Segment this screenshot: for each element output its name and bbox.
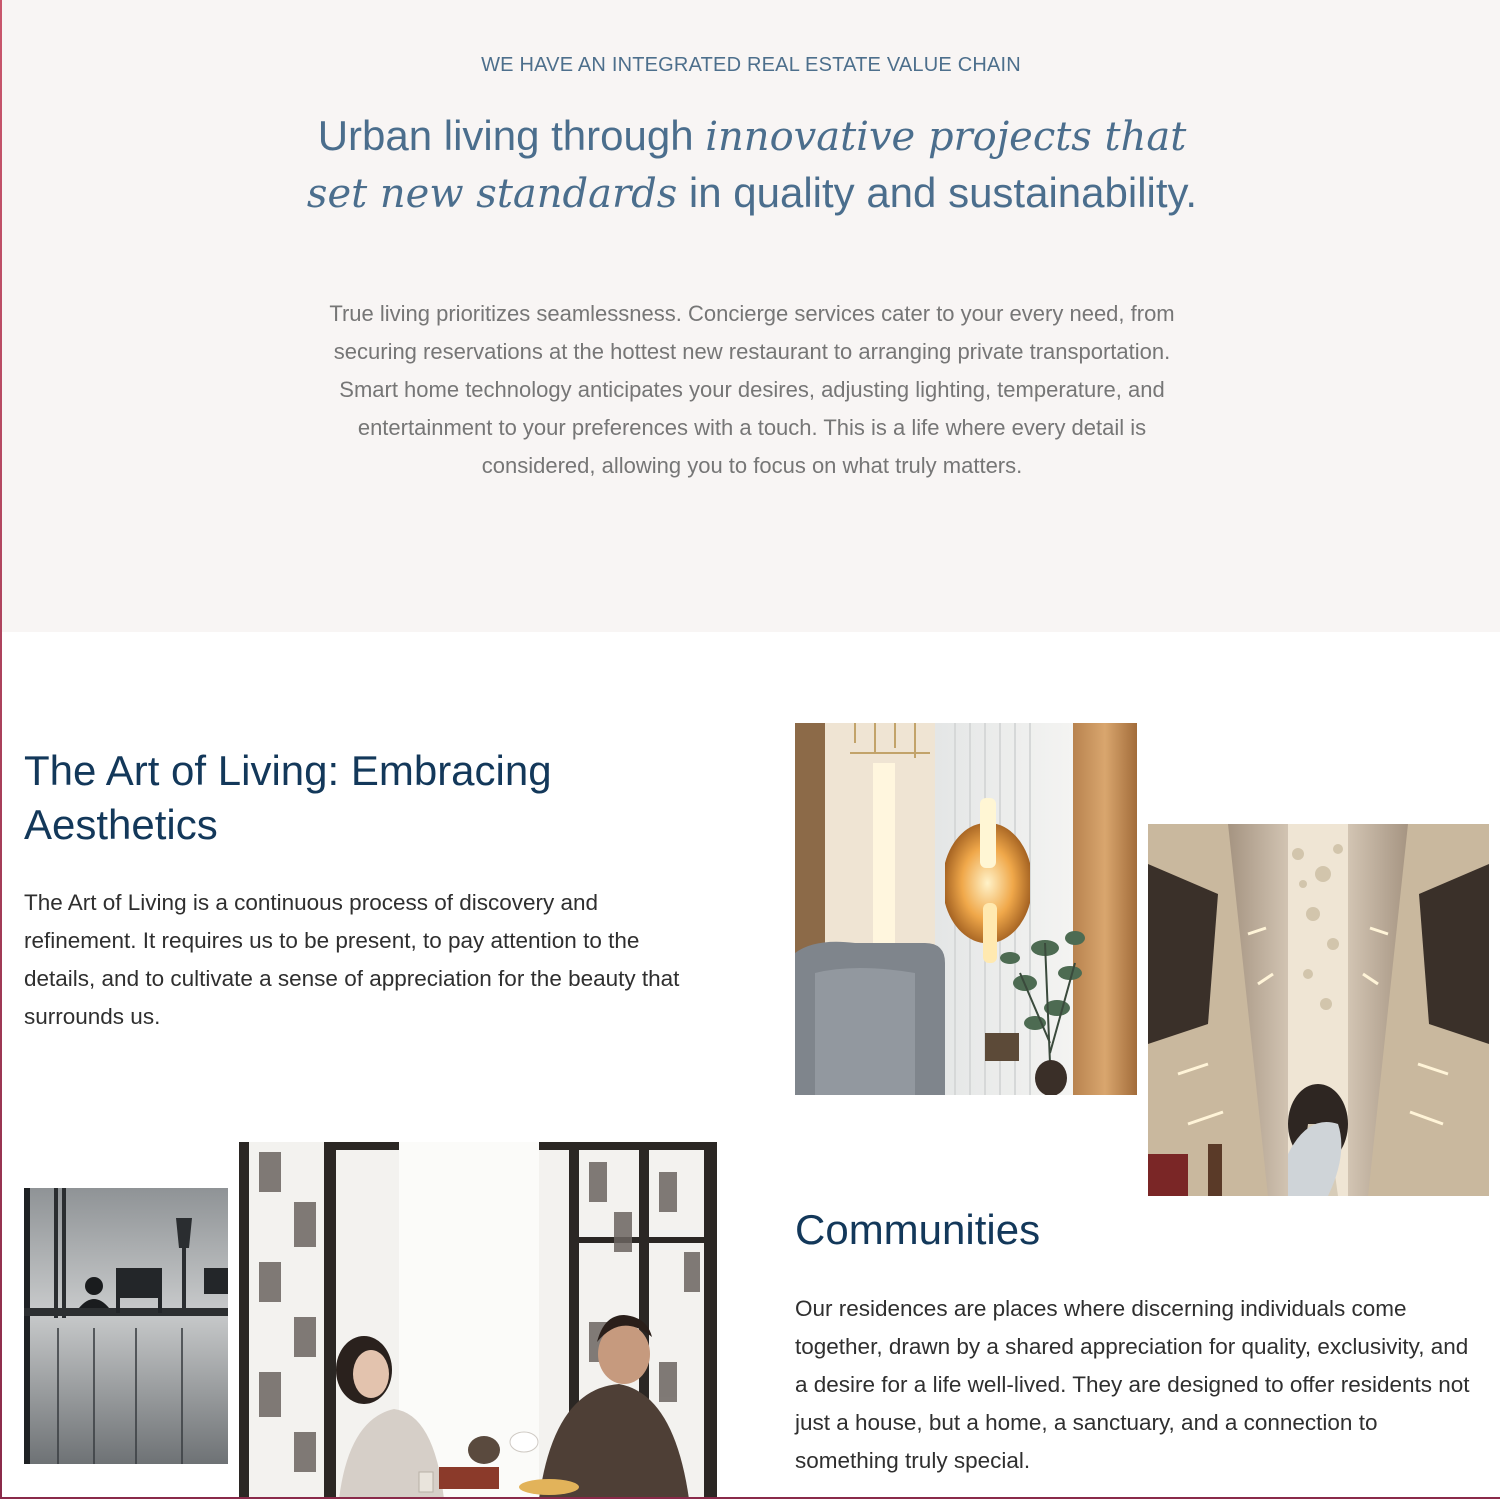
headline-text-1: Urban living through (317, 112, 706, 159)
interior-lamp-image (795, 723, 1137, 1095)
headline-italic: innovative projects that set new standards (306, 114, 1187, 217)
infinity-pool-image (24, 1188, 228, 1464)
communities-title: Communities (795, 1206, 1041, 1253)
atrium-lobby-image (1148, 824, 1489, 1196)
art-of-living-text: The Art of Living is a continuous process of discovery and refinement. It requires us to be present, to pay attention to the details, and to cultivate a sense of appreciation for the beauty that surrounds us. (24, 890, 680, 1029)
hero-headline (302, 108, 1202, 222)
art-of-living-title: The Art of Living: Embracing Aesthetics (24, 747, 552, 848)
hero-section (2, 0, 1500, 632)
communities-text: Our residences are places where discerning individuals come together, drawn by a shared appreciation for quality, exclusivity, and a desire for a life well-lived. They are designed to offer residents not just a house, but a home, a sanctuary, and a connection to something truly special. (795, 1296, 1470, 1473)
hero-eyebrow: WE HAVE AN INTEGRATED REAL ESTATE VALUE CHAIN (481, 54, 1021, 76)
hero-intro: True living prioritizes seamlessness. Concierge services cater to your every need, from securing reservations at the hottest new restaurant to arranging private transportation. Smart home technology anticipates your desires, adjusting lighting, temperature, and entertainment to your preferences with a touch. This is a life where every detail is considered, allowing you to focus on what truly matters. (329, 301, 1175, 478)
headline-text-2: in quality and sustainability. (677, 169, 1198, 216)
couple-tea-image (239, 1142, 717, 1499)
